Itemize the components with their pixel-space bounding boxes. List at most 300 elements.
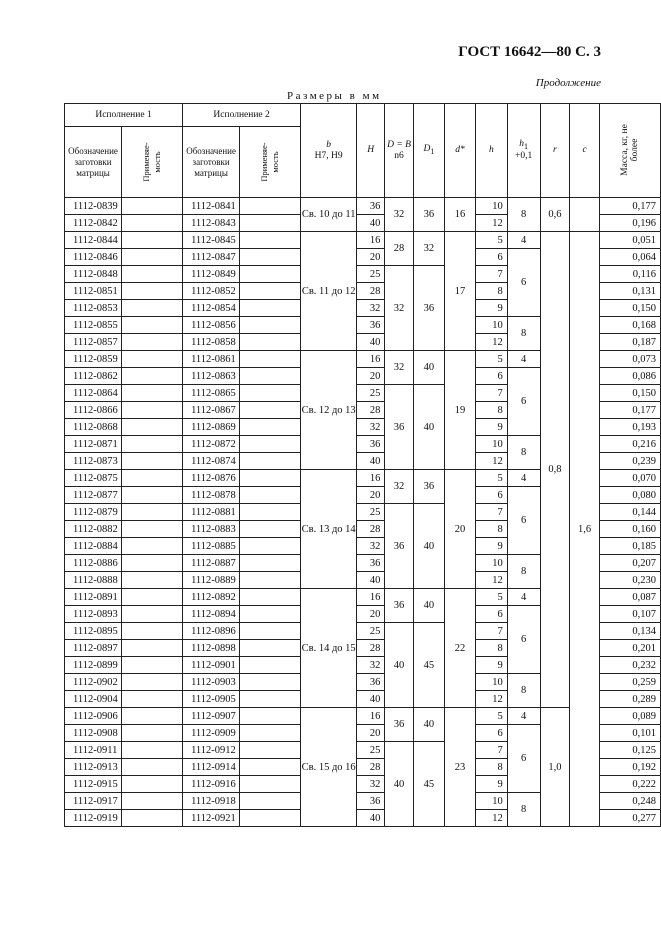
H-cell: 28 — [357, 402, 385, 419]
applicability-2-cell — [240, 708, 301, 725]
designation-1-cell: 1112-0891 — [65, 589, 122, 606]
h-cell: 7 — [476, 742, 508, 759]
header-mass: Масса, кг, не более — [599, 104, 660, 198]
H-cell: 36 — [357, 198, 385, 215]
header-c: c — [570, 104, 600, 198]
h-cell: 10 — [476, 793, 508, 810]
designation-2-cell: 1112-0849 — [183, 266, 240, 283]
h1-cell: 8 — [507, 674, 540, 708]
applicability-2-cell — [240, 589, 301, 606]
r-cell: 1,0 — [540, 708, 570, 827]
applicability-1-cell — [122, 538, 183, 555]
mass-cell: 0,089 — [599, 708, 660, 725]
h1-cell: 4 — [507, 708, 540, 725]
designation-1-cell: 1112-0859 — [65, 351, 122, 368]
designation-2-cell: 1112-0878 — [183, 487, 240, 504]
designation-1-cell: 1112-0848 — [65, 266, 122, 283]
D1-cell: 40 — [413, 504, 444, 589]
H-cell: 25 — [357, 266, 385, 283]
designation-1-cell: 1112-0888 — [65, 572, 122, 589]
designation-2-cell: 1112-0841 — [183, 198, 240, 215]
applicability-1-cell — [122, 589, 183, 606]
applicability-1-cell — [122, 368, 183, 385]
applicability-2-cell — [240, 504, 301, 521]
mass-cell: 0,086 — [599, 368, 660, 385]
H-cell: 32 — [357, 538, 385, 555]
mass-cell: 0,248 — [599, 793, 660, 810]
h-cell: 5 — [476, 351, 508, 368]
mass-cell: 0,192 — [599, 759, 660, 776]
applicability-1-cell — [122, 419, 183, 436]
designation-1-cell: 1112-0882 — [65, 521, 122, 538]
applicability-2-cell — [240, 198, 301, 215]
applicability-1-cell — [122, 385, 183, 402]
H-cell: 28 — [357, 283, 385, 300]
applicability-1-cell — [122, 810, 183, 827]
designation-2-cell: 1112-0903 — [183, 674, 240, 691]
applicability-2-cell — [240, 283, 301, 300]
designation-2-cell: 1112-0883 — [183, 521, 240, 538]
header-designation-1: Обозначение заготовки матрицы — [65, 127, 122, 198]
D-B-cell: 36 — [385, 708, 413, 742]
mass-cell: 0,116 — [599, 266, 660, 283]
H-cell: 40 — [357, 334, 385, 351]
h1-cell: 8 — [507, 198, 540, 232]
applicability-1-cell — [122, 470, 183, 487]
applicability-1-cell — [122, 504, 183, 521]
h-cell: 5 — [476, 708, 508, 725]
H-cell: 16 — [357, 232, 385, 249]
H-cell: 36 — [357, 555, 385, 572]
applicability-2-cell — [240, 470, 301, 487]
designation-1-cell: 1112-0919 — [65, 810, 122, 827]
h1-cell: 6 — [507, 249, 540, 317]
header-applicability-2: Применяе-мость — [240, 127, 301, 198]
applicability-1-cell — [122, 674, 183, 691]
applicability-1-cell — [122, 215, 183, 232]
header-D1: $D_1$ — [413, 104, 444, 198]
applicability-2-cell — [240, 776, 301, 793]
h-cell: 7 — [476, 504, 508, 521]
H-cell: 20 — [357, 606, 385, 623]
h1-cell: 6 — [507, 606, 540, 674]
h-cell: 12 — [476, 691, 508, 708]
applicability-1-cell — [122, 266, 183, 283]
designation-1-cell: 1112-0875 — [65, 470, 122, 487]
header-D-B: D = B n6 — [385, 104, 413, 198]
designation-2-cell: 1112-0874 — [183, 453, 240, 470]
designation-2-cell: 1112-0894 — [183, 606, 240, 623]
h1-cell: 4 — [507, 232, 540, 249]
applicability-2-cell — [240, 215, 301, 232]
h-cell: 10 — [476, 198, 508, 215]
header-execution-1: Исполнение 1 — [65, 104, 183, 127]
D-B-cell: 32 — [385, 470, 413, 504]
designation-1-cell: 1112-0911 — [65, 742, 122, 759]
D-B-cell: 40 — [385, 623, 413, 708]
applicability-2-cell — [240, 623, 301, 640]
applicability-2-cell — [240, 793, 301, 810]
designation-2-cell: 1112-0918 — [183, 793, 240, 810]
header-h: h — [476, 104, 508, 198]
b-range-cell: Св. 14 до 15 — [301, 589, 357, 708]
H-cell: 32 — [357, 300, 385, 317]
mass-cell: 0,201 — [599, 640, 660, 657]
h-cell: 10 — [476, 555, 508, 572]
continuation-label: Продолжение — [535, 77, 601, 89]
H-cell: 16 — [357, 708, 385, 725]
applicability-2-cell — [240, 538, 301, 555]
header-H: H — [357, 104, 385, 198]
D1-cell: 40 — [413, 351, 444, 385]
applicability-1-cell — [122, 283, 183, 300]
designation-1-cell: 1112-0917 — [65, 793, 122, 810]
h1-cell: 6 — [507, 368, 540, 436]
header-applicability-1: Применяе-мость — [122, 127, 183, 198]
designation-2-cell: 1112-0847 — [183, 249, 240, 266]
h-cell: 9 — [476, 300, 508, 317]
D-B-cell: 36 — [385, 504, 413, 589]
H-cell: 32 — [357, 419, 385, 436]
h1-cell: 8 — [507, 436, 540, 470]
applicability-2-cell — [240, 759, 301, 776]
designation-1-cell: 1112-0853 — [65, 300, 122, 317]
designation-1-cell: 1112-0846 — [65, 249, 122, 266]
applicability-1-cell — [122, 300, 183, 317]
designation-2-cell: 1112-0865 — [183, 385, 240, 402]
H-cell: 28 — [357, 640, 385, 657]
applicability-1-cell — [122, 521, 183, 538]
r-cell: 0,8 — [540, 232, 570, 708]
applicability-2-cell — [240, 555, 301, 572]
applicability-2-cell — [240, 487, 301, 504]
h-cell: 12 — [476, 334, 508, 351]
designation-1-cell: 1112-0902 — [65, 674, 122, 691]
mass-cell: 0,160 — [599, 521, 660, 538]
D-B-cell: 28 — [385, 232, 413, 266]
h-cell: 12 — [476, 453, 508, 470]
D1-cell: 36 — [413, 470, 444, 504]
H-cell: 36 — [357, 436, 385, 453]
H-cell: 20 — [357, 249, 385, 266]
designation-2-cell: 1112-0854 — [183, 300, 240, 317]
d-cell: 17 — [444, 232, 475, 351]
applicability-2-cell — [240, 351, 301, 368]
designation-1-cell: 1112-0895 — [65, 623, 122, 640]
d-cell: 19 — [444, 351, 475, 470]
D1-cell: 45 — [413, 623, 444, 708]
designation-1-cell: 1112-0873 — [65, 453, 122, 470]
designation-2-cell: 1112-0845 — [183, 232, 240, 249]
H-cell: 25 — [357, 742, 385, 759]
table-row — [65, 198, 661, 215]
mass-cell: 0,222 — [599, 776, 660, 793]
b-range-cell: Св. 12 до 13 — [301, 351, 357, 470]
applicability-2-cell — [240, 453, 301, 470]
header-b: b H7, H9 — [301, 104, 357, 198]
applicability-1-cell — [122, 402, 183, 419]
mass-cell: 0,131 — [599, 283, 660, 300]
designation-1-cell: 1112-0893 — [65, 606, 122, 623]
designation-1-cell: 1112-0871 — [65, 436, 122, 453]
applicability-1-cell — [122, 793, 183, 810]
h-cell: 9 — [476, 538, 508, 555]
applicability-2-cell — [240, 521, 301, 538]
designation-2-cell: 1112-0872 — [183, 436, 240, 453]
H-cell: 20 — [357, 487, 385, 504]
mass-cell: 0,144 — [599, 504, 660, 521]
h-cell: 10 — [476, 674, 508, 691]
designation-1-cell: 1112-0897 — [65, 640, 122, 657]
mass-cell: 0,207 — [599, 555, 660, 572]
applicability-2-cell — [240, 232, 301, 249]
r-cell: 0,6 — [540, 198, 570, 232]
header-designation-2: Обозначение заготовки матрицы — [183, 127, 240, 198]
H-cell: 28 — [357, 521, 385, 538]
designation-1-cell: 1112-0851 — [65, 283, 122, 300]
designation-2-cell: 1112-0916 — [183, 776, 240, 793]
designation-1-cell: 1112-0879 — [65, 504, 122, 521]
H-cell: 28 — [357, 759, 385, 776]
designation-1-cell: 1112-0844 — [65, 232, 122, 249]
designation-2-cell: 1112-0843 — [183, 215, 240, 232]
D1-cell: 32 — [413, 232, 444, 266]
applicability-2-cell — [240, 640, 301, 657]
applicability-1-cell — [122, 249, 183, 266]
designation-2-cell: 1112-0852 — [183, 283, 240, 300]
applicability-1-cell — [122, 453, 183, 470]
mass-cell: 0,134 — [599, 623, 660, 640]
h1-cell: 4 — [507, 589, 540, 606]
applicability-1-cell — [122, 572, 183, 589]
H-cell: 40 — [357, 453, 385, 470]
designation-1-cell: 1112-0862 — [65, 368, 122, 385]
H-cell: 16 — [357, 470, 385, 487]
applicability-2-cell — [240, 402, 301, 419]
c-cell — [570, 198, 600, 232]
designation-1-cell: 1112-0908 — [65, 725, 122, 742]
H-cell: 25 — [357, 623, 385, 640]
h-cell: 8 — [476, 402, 508, 419]
applicability-1-cell — [122, 487, 183, 504]
H-cell: 16 — [357, 351, 385, 368]
applicability-2-cell — [240, 334, 301, 351]
designation-2-cell: 1112-0907 — [183, 708, 240, 725]
h-cell: 7 — [476, 623, 508, 640]
H-cell: 36 — [357, 793, 385, 810]
applicability-2-cell — [240, 572, 301, 589]
h1-cell: 4 — [507, 470, 540, 487]
designation-1-cell: 1112-0899 — [65, 657, 122, 674]
h-cell: 12 — [476, 810, 508, 827]
applicability-1-cell — [122, 657, 183, 674]
b-range-cell: Св. 10 до 11 — [301, 198, 357, 232]
mass-cell: 0,150 — [599, 300, 660, 317]
designation-1-cell: 1112-0839 — [65, 198, 122, 215]
applicability-2-cell — [240, 385, 301, 402]
h1-cell: 8 — [507, 555, 540, 589]
h-cell: 8 — [476, 521, 508, 538]
dimensions-table — [64, 103, 661, 827]
designation-1-cell: 1112-0886 — [65, 555, 122, 572]
D-B-cell: 32 — [385, 266, 413, 351]
applicability-2-cell — [240, 606, 301, 623]
H-cell: 32 — [357, 776, 385, 793]
mass-cell: 0,239 — [599, 453, 660, 470]
h-cell: 8 — [476, 283, 508, 300]
D1-cell: 40 — [413, 589, 444, 623]
h-cell: 6 — [476, 368, 508, 385]
applicability-2-cell — [240, 810, 301, 827]
h-cell: 6 — [476, 487, 508, 504]
designation-2-cell: 1112-0858 — [183, 334, 240, 351]
mass-cell: 0,168 — [599, 317, 660, 334]
h-cell: 6 — [476, 606, 508, 623]
D-B-cell: 32 — [385, 351, 413, 385]
applicability-1-cell — [122, 555, 183, 572]
designation-1-cell: 1112-0866 — [65, 402, 122, 419]
applicability-1-cell — [122, 776, 183, 793]
designation-2-cell: 1112-0901 — [183, 657, 240, 674]
h-cell: 9 — [476, 657, 508, 674]
mass-cell: 0,070 — [599, 470, 660, 487]
h1-cell: 6 — [507, 487, 540, 555]
applicability-1-cell — [122, 436, 183, 453]
applicability-1-cell — [122, 640, 183, 657]
mass-cell: 0,177 — [599, 402, 660, 419]
designation-2-cell: 1112-0892 — [183, 589, 240, 606]
b-range-cell: Св. 11 до 12 — [301, 232, 357, 351]
header-execution-2: Исполнение 2 — [183, 104, 301, 127]
mass-cell: 0,277 — [599, 810, 660, 827]
designation-2-cell: 1112-0885 — [183, 538, 240, 555]
table-row — [65, 232, 661, 249]
h-cell: 9 — [476, 776, 508, 793]
mass-cell: 0,125 — [599, 742, 660, 759]
designation-2-cell: 1112-0881 — [183, 504, 240, 521]
b-range-cell: Св. 15 до 16 — [301, 708, 357, 827]
mass-cell: 0,232 — [599, 657, 660, 674]
applicability-2-cell — [240, 436, 301, 453]
mass-cell: 0,193 — [599, 419, 660, 436]
designation-2-cell: 1112-0861 — [183, 351, 240, 368]
designation-2-cell: 1112-0909 — [183, 725, 240, 742]
designation-1-cell: 1112-0855 — [65, 317, 122, 334]
mass-cell: 0,080 — [599, 487, 660, 504]
h-cell: 7 — [476, 266, 508, 283]
D-B-cell: 36 — [385, 385, 413, 470]
h1-cell: 6 — [507, 725, 540, 793]
mass-cell: 0,177 — [599, 198, 660, 215]
d-cell: 16 — [444, 198, 475, 232]
designation-1-cell: 1112-0904 — [65, 691, 122, 708]
h-cell: 8 — [476, 640, 508, 657]
applicability-1-cell — [122, 198, 183, 215]
applicability-1-cell — [122, 606, 183, 623]
d-cell: 23 — [444, 708, 475, 827]
D1-cell: 40 — [413, 385, 444, 470]
applicability-2-cell — [240, 725, 301, 742]
applicability-2-cell — [240, 317, 301, 334]
designation-2-cell: 1112-0898 — [183, 640, 240, 657]
h-cell: 10 — [476, 317, 508, 334]
H-cell: 32 — [357, 657, 385, 674]
h1-cell: 4 — [507, 351, 540, 368]
mass-cell: 0,289 — [599, 691, 660, 708]
header-d: d* — [444, 104, 475, 198]
designation-2-cell: 1112-0896 — [183, 623, 240, 640]
applicability-2-cell — [240, 300, 301, 317]
applicability-1-cell — [122, 623, 183, 640]
applicability-2-cell — [240, 368, 301, 385]
applicability-1-cell — [122, 725, 183, 742]
applicability-2-cell — [240, 249, 301, 266]
units-caption: Размеры в мм — [287, 90, 382, 102]
mass-cell: 0,064 — [599, 249, 660, 266]
designation-2-cell: 1112-0889 — [183, 572, 240, 589]
h1-cell: 8 — [507, 317, 540, 351]
mass-cell: 0,187 — [599, 334, 660, 351]
designation-2-cell: 1112-0876 — [183, 470, 240, 487]
H-cell: 36 — [357, 317, 385, 334]
mass-cell: 0,150 — [599, 385, 660, 402]
designation-2-cell: 1112-0867 — [183, 402, 240, 419]
c-cell: 1,6 — [570, 232, 600, 827]
applicability-2-cell — [240, 674, 301, 691]
D1-cell: 45 — [413, 742, 444, 827]
designation-2-cell: 1112-0856 — [183, 317, 240, 334]
applicability-2-cell — [240, 266, 301, 283]
h-cell: 5 — [476, 470, 508, 487]
h-cell: 10 — [476, 436, 508, 453]
designation-1-cell: 1112-0906 — [65, 708, 122, 725]
page-header: ГОСТ 16642—80 С. 3 — [458, 44, 601, 60]
designation-1-cell: 1112-0877 — [65, 487, 122, 504]
mass-cell: 0,073 — [599, 351, 660, 368]
designation-2-cell: 1112-0887 — [183, 555, 240, 572]
designation-1-cell: 1112-0884 — [65, 538, 122, 555]
h-cell: 6 — [476, 249, 508, 266]
mass-cell: 0,185 — [599, 538, 660, 555]
designation-2-cell: 1112-0921 — [183, 810, 240, 827]
designation-1-cell: 1112-0913 — [65, 759, 122, 776]
H-cell: 40 — [357, 810, 385, 827]
applicability-1-cell — [122, 317, 183, 334]
designation-2-cell: 1112-0905 — [183, 691, 240, 708]
h-cell: 9 — [476, 419, 508, 436]
applicability-1-cell — [122, 691, 183, 708]
applicability-2-cell — [240, 419, 301, 436]
mass-cell: 0,230 — [599, 572, 660, 589]
applicability-1-cell — [122, 742, 183, 759]
mass-cell: 0,259 — [599, 674, 660, 691]
h-cell: 5 — [476, 232, 508, 249]
mass-cell: 0,216 — [599, 436, 660, 453]
mass-cell: 0,107 — [599, 606, 660, 623]
designation-2-cell: 1112-0914 — [183, 759, 240, 776]
D1-cell: 36 — [413, 198, 444, 232]
h-cell: 6 — [476, 725, 508, 742]
H-cell: 40 — [357, 215, 385, 232]
designation-2-cell: 1112-0912 — [183, 742, 240, 759]
h1-cell: 8 — [507, 793, 540, 827]
mass-cell: 0,087 — [599, 589, 660, 606]
designation-1-cell: 1112-0868 — [65, 419, 122, 436]
applicability-1-cell — [122, 708, 183, 725]
designation-2-cell: 1112-0869 — [183, 419, 240, 436]
mass-cell: 0,101 — [599, 725, 660, 742]
h-cell: 8 — [476, 759, 508, 776]
